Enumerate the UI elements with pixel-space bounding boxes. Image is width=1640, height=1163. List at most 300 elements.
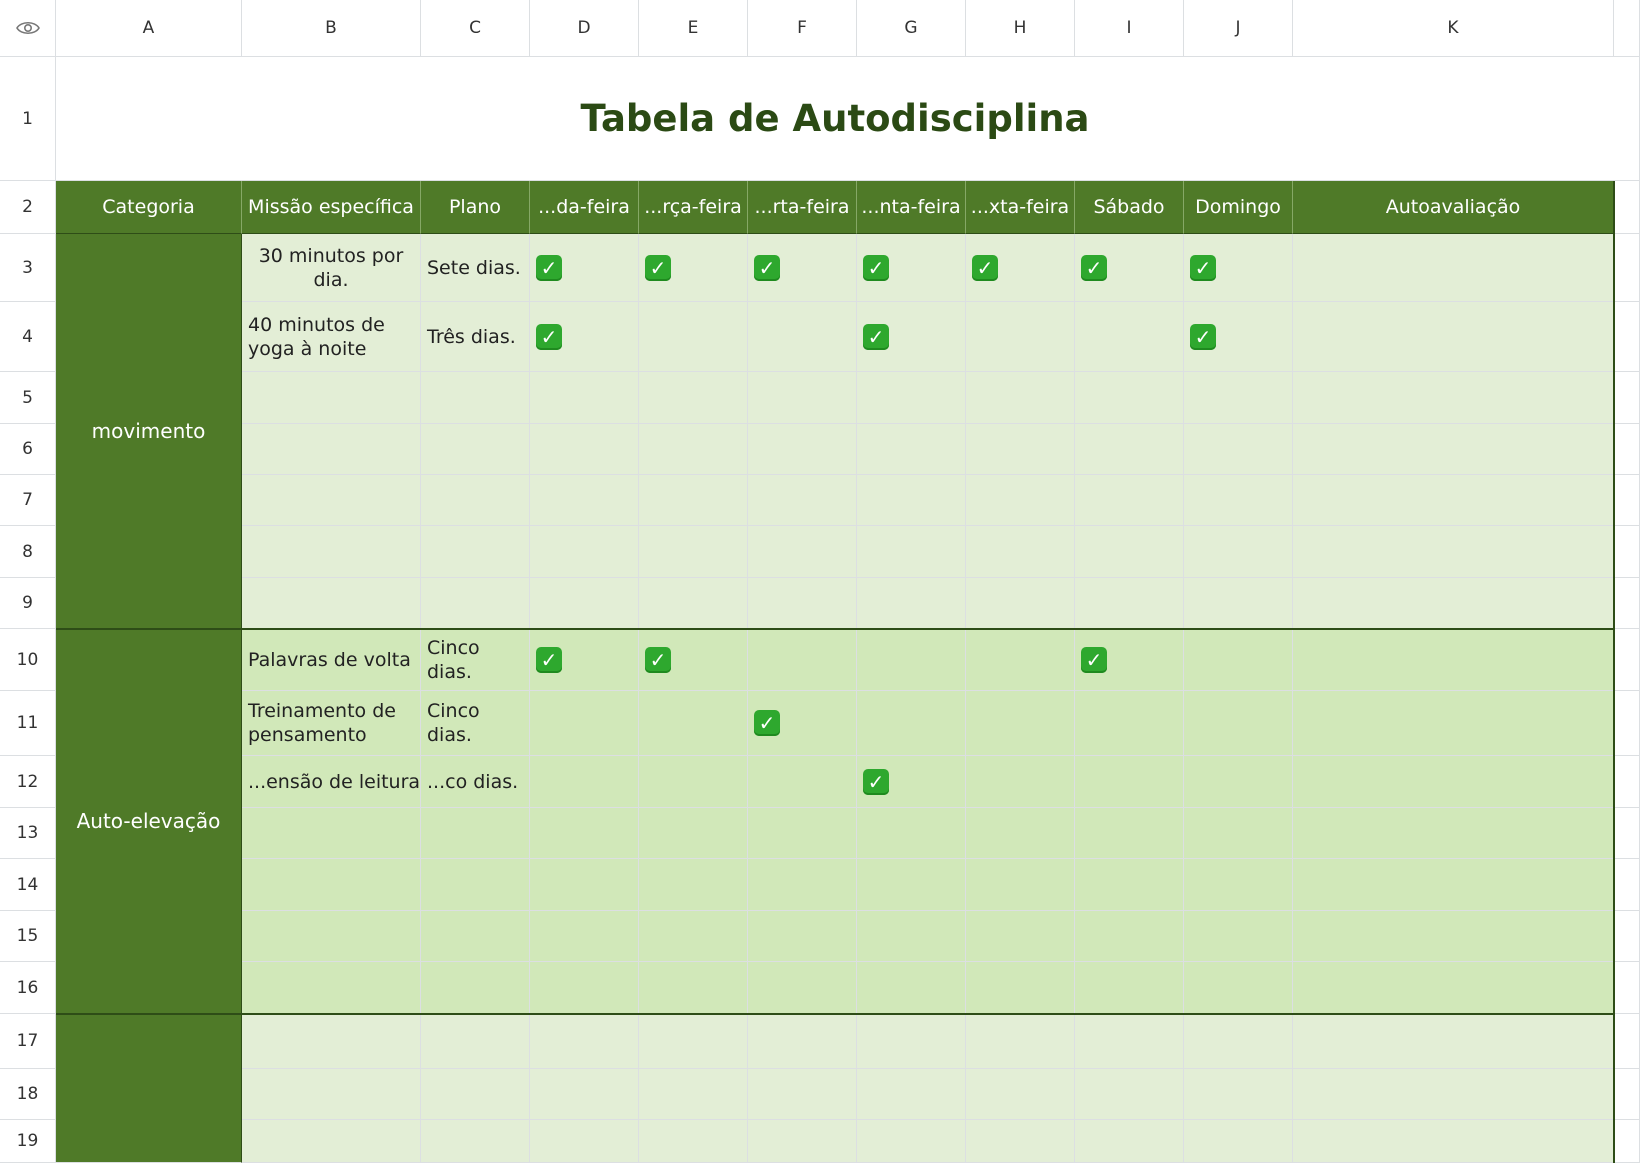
grid-cell[interactable] (748, 475, 857, 526)
row-header-label: 4 (22, 326, 33, 347)
column-header[interactable] (1293, 0, 1614, 57)
grid-cell[interactable] (966, 629, 1075, 691)
grid-cell[interactable] (1075, 475, 1184, 526)
row-header-label: 1 (22, 108, 33, 129)
grid-cell[interactable] (748, 756, 857, 808)
header-autoavaliacao-label: Autoavaliação (1385, 196, 1521, 218)
grid-cell[interactable] (857, 1014, 966, 1069)
grid-cell[interactable] (748, 1014, 857, 1069)
group-separator (56, 1013, 1614, 1015)
column-header[interactable] (421, 0, 530, 57)
row-header-label: 9 (22, 593, 33, 613)
grid-cell[interactable] (1293, 911, 1614, 962)
row-header[interactable] (0, 808, 56, 859)
grid-cell[interactable] (421, 911, 530, 962)
mission-text: Treinamento de pensamento (248, 700, 396, 746)
grid-cell[interactable] (1293, 808, 1614, 859)
check-mark-button-icon: ✓ (1081, 647, 1107, 673)
cell-outside[interactable] (1614, 911, 1640, 962)
grid-cell[interactable] (639, 962, 748, 1014)
grid-cell[interactable] (966, 302, 1075, 372)
grid-cell[interactable] (639, 911, 748, 962)
plan-text: Sete dias. (427, 256, 521, 279)
grid-cell[interactable] (530, 1014, 639, 1069)
cell-outside[interactable] (1614, 57, 1640, 181)
check-mark-button-icon: ✓ (863, 324, 889, 350)
grid-cell[interactable] (1184, 424, 1293, 475)
grid-cell[interactable] (857, 962, 966, 1014)
grid-cell[interactable] (421, 526, 530, 578)
row-header[interactable] (0, 691, 56, 756)
grid-cell[interactable] (530, 475, 639, 526)
grid-cell[interactable] (966, 1014, 1075, 1069)
grid-cell[interactable] (530, 526, 639, 578)
row-header[interactable] (0, 1069, 56, 1120)
grid-cell[interactable] (1075, 691, 1184, 756)
column-header-filler (1614, 0, 1640, 57)
grid-cell[interactable] (966, 475, 1075, 526)
cell-outside[interactable] (1614, 372, 1640, 424)
row-header[interactable] (0, 911, 56, 962)
grid-cell[interactable] (242, 1014, 421, 1069)
grid-cell[interactable] (1293, 1069, 1614, 1120)
grid-cell[interactable] (639, 691, 748, 756)
row-header[interactable] (0, 756, 56, 808)
grid-cell[interactable] (857, 808, 966, 859)
plan-text: Cinco dias. (427, 636, 480, 683)
plan-text: Cinco dias. (427, 700, 480, 746)
grid-cell[interactable] (530, 1069, 639, 1120)
grid-cell[interactable] (1075, 1120, 1184, 1163)
grid-cell[interactable] (242, 911, 421, 962)
grid-cell[interactable] (1075, 911, 1184, 962)
grid-cell[interactable] (1184, 526, 1293, 578)
grid-cell[interactable] (748, 302, 857, 372)
column-header-label: E (687, 18, 699, 38)
grid-cell[interactable] (1075, 578, 1184, 629)
eye-icon[interactable] (16, 20, 40, 36)
grid-cell[interactable] (1075, 302, 1184, 372)
row-header-label: 5 (22, 387, 33, 408)
grid-cell[interactable] (857, 1120, 966, 1163)
grid-cell[interactable] (639, 1120, 748, 1163)
row-header[interactable] (0, 578, 56, 629)
check-mark-button-icon: ✓ (1190, 324, 1216, 350)
row-header-label: 12 (16, 771, 39, 792)
column-header-label: G (904, 18, 918, 38)
grid-cell[interactable] (748, 1069, 857, 1120)
grid-cell[interactable] (748, 372, 857, 424)
header-autoavaliacao[interactable] (1293, 181, 1614, 234)
cell-outside[interactable] (1614, 234, 1640, 302)
grid-cell[interactable] (421, 962, 530, 1014)
mission-text: ...ensão de leitura (248, 770, 421, 793)
cell-outside[interactable] (1614, 424, 1640, 475)
grid-cell[interactable] (242, 1069, 421, 1120)
plan-text: Três dias. (427, 325, 516, 348)
row-header[interactable] (0, 1120, 56, 1163)
category-cell[interactable] (56, 234, 242, 629)
grid-cell[interactable] (242, 424, 421, 475)
check-mark-button-icon: ✓ (536, 647, 562, 673)
grid-cell[interactable] (1293, 962, 1614, 1014)
grid-cell[interactable] (1184, 475, 1293, 526)
row-header-label: 13 (16, 823, 39, 843)
check-mark-button-icon: ✓ (645, 647, 671, 673)
row-header-label: 14 (16, 874, 39, 895)
grid-cell[interactable] (1184, 1120, 1293, 1163)
grid-cell[interactable] (966, 859, 1075, 911)
grid-cell[interactable] (748, 808, 857, 859)
grid-cell[interactable] (242, 962, 421, 1014)
column-header[interactable] (748, 0, 857, 57)
cell-outside[interactable] (1614, 691, 1640, 756)
grid-cell[interactable] (639, 629, 748, 691)
grid-cell[interactable] (1075, 962, 1184, 1014)
cell-outside[interactable] (1614, 629, 1640, 691)
grid-cell[interactable] (242, 859, 421, 911)
check-mark-button-icon: ✓ (1081, 255, 1107, 281)
grid-cell[interactable] (857, 424, 966, 475)
grid-cell[interactable] (857, 911, 966, 962)
grid-cell[interactable] (1184, 302, 1293, 372)
grid-cell[interactable] (639, 526, 748, 578)
grid-cell[interactable] (966, 234, 1075, 302)
grid-cell[interactable] (1293, 859, 1614, 911)
grid-cell[interactable] (242, 578, 421, 629)
grid-cell[interactable] (857, 691, 966, 756)
header-categoria[interactable] (56, 181, 242, 234)
grid-cell[interactable] (421, 424, 530, 475)
grid-cell[interactable] (1293, 756, 1614, 808)
check-mark-button-icon: ✓ (1190, 255, 1216, 281)
grid-cell[interactable] (421, 859, 530, 911)
row-header[interactable] (0, 629, 56, 691)
row-header[interactable] (0, 234, 56, 302)
row-header-label: 17 (16, 1031, 39, 1051)
grid-cell[interactable] (530, 1120, 639, 1163)
row-header-label: 18 (16, 1084, 39, 1104)
grid-cell[interactable] (639, 475, 748, 526)
grid-cell[interactable] (421, 629, 530, 691)
grid-cell[interactable] (1184, 629, 1293, 691)
grid-cell[interactable] (639, 859, 748, 911)
cell-outside[interactable] (1614, 1014, 1640, 1069)
cell-outside[interactable] (1614, 756, 1640, 808)
grid-cell[interactable] (857, 234, 966, 302)
row-header[interactable] (0, 1014, 56, 1069)
grid-cell[interactable] (857, 372, 966, 424)
grid-cell[interactable] (530, 859, 639, 911)
header-day[interactable] (966, 181, 1075, 234)
grid-cell[interactable] (639, 1014, 748, 1069)
grid-cell[interactable] (421, 578, 530, 629)
column-header-label: K (1447, 18, 1459, 38)
row-header-label: 3 (22, 257, 33, 278)
grid-cell[interactable] (966, 526, 1075, 578)
grid-cell[interactable] (639, 234, 748, 302)
column-header[interactable] (966, 0, 1075, 57)
grid-cell[interactable] (748, 234, 857, 302)
row-header[interactable] (0, 475, 56, 526)
grid-cell[interactable] (1293, 234, 1614, 302)
row-header[interactable] (0, 372, 56, 424)
row-header-label: 2 (22, 197, 33, 217)
header-categoria-label: Categoria (102, 196, 195, 218)
grid-cell[interactable] (530, 962, 639, 1014)
grid-cell[interactable] (530, 372, 639, 424)
row-header-label: 16 (16, 977, 39, 998)
header-day-label: ...da-feira (538, 196, 630, 218)
grid-cell[interactable] (966, 578, 1075, 629)
row-header-label: 7 (22, 490, 33, 510)
grid-cell[interactable] (1184, 372, 1293, 424)
grid-cell[interactable] (1184, 1069, 1293, 1120)
grid-cell[interactable] (1075, 756, 1184, 808)
mission-text: 30 minutos por dia. (258, 244, 404, 291)
cell-outside[interactable] (1614, 808, 1640, 859)
grid-cell[interactable] (242, 475, 421, 526)
header-day[interactable] (857, 181, 966, 234)
grid-cell[interactable] (530, 234, 639, 302)
header-day[interactable] (1075, 181, 1184, 234)
grid-cell[interactable] (748, 526, 857, 578)
grid-cell[interactable] (242, 234, 421, 302)
grid-cell[interactable] (242, 629, 421, 691)
column-header[interactable] (56, 0, 242, 57)
grid-cell[interactable] (639, 756, 748, 808)
grid-cell[interactable] (530, 691, 639, 756)
grid-cell[interactable] (421, 756, 530, 808)
grid-cell[interactable] (1075, 859, 1184, 911)
grid-cell[interactable] (857, 578, 966, 629)
grid-cell[interactable] (242, 302, 421, 372)
grid-cell[interactable] (530, 302, 639, 372)
cell-outside[interactable] (1614, 962, 1640, 1014)
row-header-label: 11 (16, 713, 39, 733)
grid-cell[interactable] (857, 526, 966, 578)
grid-cell[interactable] (748, 691, 857, 756)
grid-cell[interactable] (966, 1120, 1075, 1163)
grid-cell[interactable] (421, 1069, 530, 1120)
grid-cell[interactable] (421, 808, 530, 859)
grid-cell[interactable] (1075, 1069, 1184, 1120)
cell-outside[interactable] (1614, 302, 1640, 372)
grid-cell[interactable] (1293, 372, 1614, 424)
row-header[interactable] (0, 424, 56, 475)
grid-cell[interactable] (1075, 808, 1184, 859)
grid-cell[interactable] (242, 372, 421, 424)
row-header-label: 19 (16, 1131, 39, 1151)
grid-cell[interactable] (748, 629, 857, 691)
column-header[interactable] (530, 0, 639, 57)
grid-cell[interactable] (421, 372, 530, 424)
mission-text: Palavras de volta (248, 648, 411, 671)
grid-cell[interactable] (1075, 629, 1184, 691)
grid-cell[interactable] (1184, 578, 1293, 629)
column-header-label: B (325, 18, 337, 38)
cell-outside[interactable] (1614, 475, 1640, 526)
header-day-label: Sábado (1093, 196, 1165, 218)
category-cell[interactable] (56, 1014, 242, 1163)
grid-cell[interactable] (242, 756, 421, 808)
column-header[interactable] (1075, 0, 1184, 57)
grid-cell[interactable] (530, 578, 639, 629)
header-day[interactable] (530, 181, 639, 234)
grid-cell[interactable] (242, 1120, 421, 1163)
header-day-label: ...rta-feira (754, 196, 850, 218)
column-header[interactable] (857, 0, 966, 57)
header-day[interactable] (1184, 181, 1293, 234)
grid-cell[interactable] (1184, 234, 1293, 302)
column-header-label: J (1235, 18, 1241, 38)
grid-cell[interactable] (1075, 372, 1184, 424)
grid-cell[interactable] (639, 1069, 748, 1120)
column-header-label: D (577, 18, 591, 38)
grid-cell[interactable] (1184, 808, 1293, 859)
grid-cell[interactable] (857, 1069, 966, 1120)
check-mark-button-icon: ✓ (972, 255, 998, 281)
grid-cell[interactable] (421, 302, 530, 372)
check-mark-button-icon: ✓ (863, 255, 889, 281)
category-label: Auto-elevação (76, 809, 221, 833)
grid-cell[interactable] (242, 691, 421, 756)
grid-cell[interactable] (421, 475, 530, 526)
cell-outside[interactable] (1614, 578, 1640, 629)
grid-cell[interactable] (1075, 424, 1184, 475)
row-header[interactable] (0, 962, 56, 1014)
check-mark-button-icon: ✓ (863, 769, 889, 795)
grid-cell[interactable] (530, 756, 639, 808)
grid-cell[interactable] (242, 808, 421, 859)
check-mark-button-icon: ✓ (754, 255, 780, 281)
grid-cell[interactable] (1075, 526, 1184, 578)
grid-cell[interactable] (639, 808, 748, 859)
grid-cell[interactable] (421, 1120, 530, 1163)
grid-cell[interactable] (1184, 756, 1293, 808)
row-header[interactable] (0, 859, 56, 911)
grid-cell[interactable] (639, 578, 748, 629)
grid-cell[interactable] (966, 424, 1075, 475)
grid-cell[interactable] (748, 962, 857, 1014)
cell-outside[interactable] (1614, 1120, 1640, 1163)
grid-cell[interactable] (1293, 691, 1614, 756)
grid-cell[interactable] (748, 1120, 857, 1163)
grid-cell[interactable] (1293, 629, 1614, 691)
grid-cell[interactable] (966, 691, 1075, 756)
header-plano[interactable] (421, 181, 530, 234)
row-header-label: 8 (22, 541, 33, 562)
grid-cell[interactable] (530, 911, 639, 962)
cell-outside[interactable] (1614, 859, 1640, 911)
grid-cell[interactable] (421, 234, 530, 302)
group-separator (56, 628, 1614, 630)
grid-cell[interactable] (639, 302, 748, 372)
grid-cell[interactable] (748, 424, 857, 475)
row-header-label: 6 (22, 439, 33, 459)
row-header[interactable] (0, 57, 56, 181)
grid-cell[interactable] (1184, 691, 1293, 756)
check-mark-button-icon: ✓ (645, 255, 671, 281)
grid-cell[interactable] (1293, 578, 1614, 629)
column-header-label: F (797, 18, 807, 38)
grid-cell[interactable] (530, 424, 639, 475)
row-header-label: 15 (16, 926, 39, 946)
column-header-label: H (1013, 18, 1027, 38)
grid-cell[interactable] (857, 302, 966, 372)
grid-cell[interactable] (1075, 1014, 1184, 1069)
grid-cell[interactable] (639, 424, 748, 475)
header-day[interactable] (748, 181, 857, 234)
grid-cell[interactable] (966, 962, 1075, 1014)
header-day-label: Domingo (1195, 196, 1281, 218)
grid-cell[interactable] (1293, 424, 1614, 475)
grid-cell[interactable] (857, 859, 966, 911)
grid-cell[interactable] (1293, 475, 1614, 526)
row-header[interactable] (0, 526, 56, 578)
grid-cell[interactable] (966, 756, 1075, 808)
category-cell[interactable] (56, 629, 242, 1014)
check-mark-button-icon: ✓ (754, 710, 780, 736)
grid-cell[interactable] (1075, 234, 1184, 302)
grid-cell[interactable] (748, 859, 857, 911)
grid-cell[interactable] (530, 629, 639, 691)
header-missao-label: Missão específica (248, 196, 414, 218)
grid-cell[interactable] (748, 578, 857, 629)
grid-cell[interactable] (857, 756, 966, 808)
grid-cell[interactable] (748, 911, 857, 962)
grid-cell[interactable] (421, 1014, 530, 1069)
column-header[interactable] (242, 0, 421, 57)
select-all-corner[interactable] (0, 0, 56, 57)
grid-cell[interactable] (421, 691, 530, 756)
page-title[interactable]: Tabela de Autodisciplina (56, 57, 1614, 181)
cell-outside[interactable] (1614, 1069, 1640, 1120)
row-header[interactable] (0, 302, 56, 372)
mission-text: 40 minutos de yoga à noite (248, 313, 385, 360)
grid-cell[interactable] (1184, 1014, 1293, 1069)
column-header[interactable] (1184, 0, 1293, 57)
grid-cell[interactable] (966, 808, 1075, 859)
grid-cell[interactable] (966, 911, 1075, 962)
check-mark-button-icon: ✓ (536, 255, 562, 281)
plan-text: ...co dias. (427, 770, 519, 793)
grid-cell[interactable] (966, 1069, 1075, 1120)
grid-cell[interactable] (1293, 526, 1614, 578)
header-missao[interactable] (242, 181, 421, 234)
grid-cell[interactable] (1293, 1120, 1614, 1163)
check-mark-button-icon: ✓ (536, 324, 562, 350)
grid-cell[interactable] (1293, 1014, 1614, 1069)
cell-outside[interactable] (1614, 526, 1640, 578)
grid-cell[interactable] (966, 372, 1075, 424)
grid-cell[interactable] (1293, 302, 1614, 372)
cell-outside[interactable] (1614, 181, 1640, 234)
column-header[interactable] (639, 0, 748, 57)
grid-cell[interactable] (639, 372, 748, 424)
grid-cell[interactable] (1184, 962, 1293, 1014)
grid-cell[interactable] (530, 808, 639, 859)
grid-cell[interactable] (1184, 911, 1293, 962)
grid-cell[interactable] (857, 629, 966, 691)
column-header-label: A (142, 18, 155, 38)
row-header[interactable] (0, 181, 56, 234)
header-day[interactable] (639, 181, 748, 234)
grid-cell[interactable] (857, 475, 966, 526)
grid-cell[interactable] (1184, 859, 1293, 911)
grid-cell[interactable] (242, 526, 421, 578)
category-label: movimento (91, 419, 206, 443)
